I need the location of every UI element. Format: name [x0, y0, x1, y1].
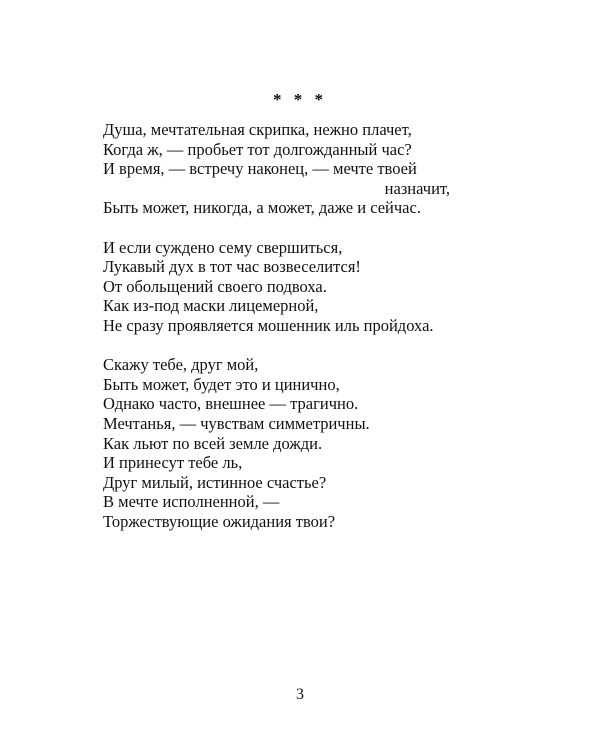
poem-line: Однако часто, внешнее — трагично.: [103, 394, 359, 414]
poem-line: Лукавый дух в тот час возвеселится!: [103, 257, 361, 277]
poem-line: Мечтанья, — чувствам симметричны.: [103, 413, 370, 433]
section-separator: * * *: [273, 90, 327, 109]
poem-line-continuation: назначит,: [384, 178, 450, 198]
poem-line: Скажу тебе, друг мой,: [103, 355, 259, 375]
page-number: 3: [296, 686, 304, 703]
poem-line: В мечте исполненной, —: [103, 492, 280, 512]
stanza-2: [103, 238, 483, 336]
poem-line: Когда ж, — пробьет тот долгожданный час?: [103, 139, 412, 159]
poem-line: От обольщений своего подвоха.: [103, 276, 327, 296]
poem-line: Друг милый, истинное счастье?: [103, 472, 327, 492]
poem-line: Не сразу проявляется мошенник иль пройдоха.: [103, 315, 434, 335]
stanza-1: [103, 120, 483, 218]
poem-line: И время, — встречу наконец, — мечте твоей: [103, 159, 417, 179]
poem-line: Душа, мечтательная скрипка, нежно плачет,: [103, 120, 412, 139]
poem-line: Быть может, никогда, а может, даже и сейчас.: [103, 198, 421, 218]
poem-line: Как из-под маски лицемерной,: [103, 296, 319, 316]
poem-line: Как льют по всей земле дожди.: [103, 433, 323, 453]
poem-line: И принесут тебе ль,: [103, 453, 243, 473]
poem: [103, 120, 483, 551]
poem-line: Быть может, будет это и цинично,: [103, 374, 340, 394]
stanza-3: [103, 355, 483, 531]
poem-line: И если суждено сему свершиться,: [103, 237, 343, 257]
poem-line: Торжествующие ожидания твои?: [103, 511, 336, 531]
